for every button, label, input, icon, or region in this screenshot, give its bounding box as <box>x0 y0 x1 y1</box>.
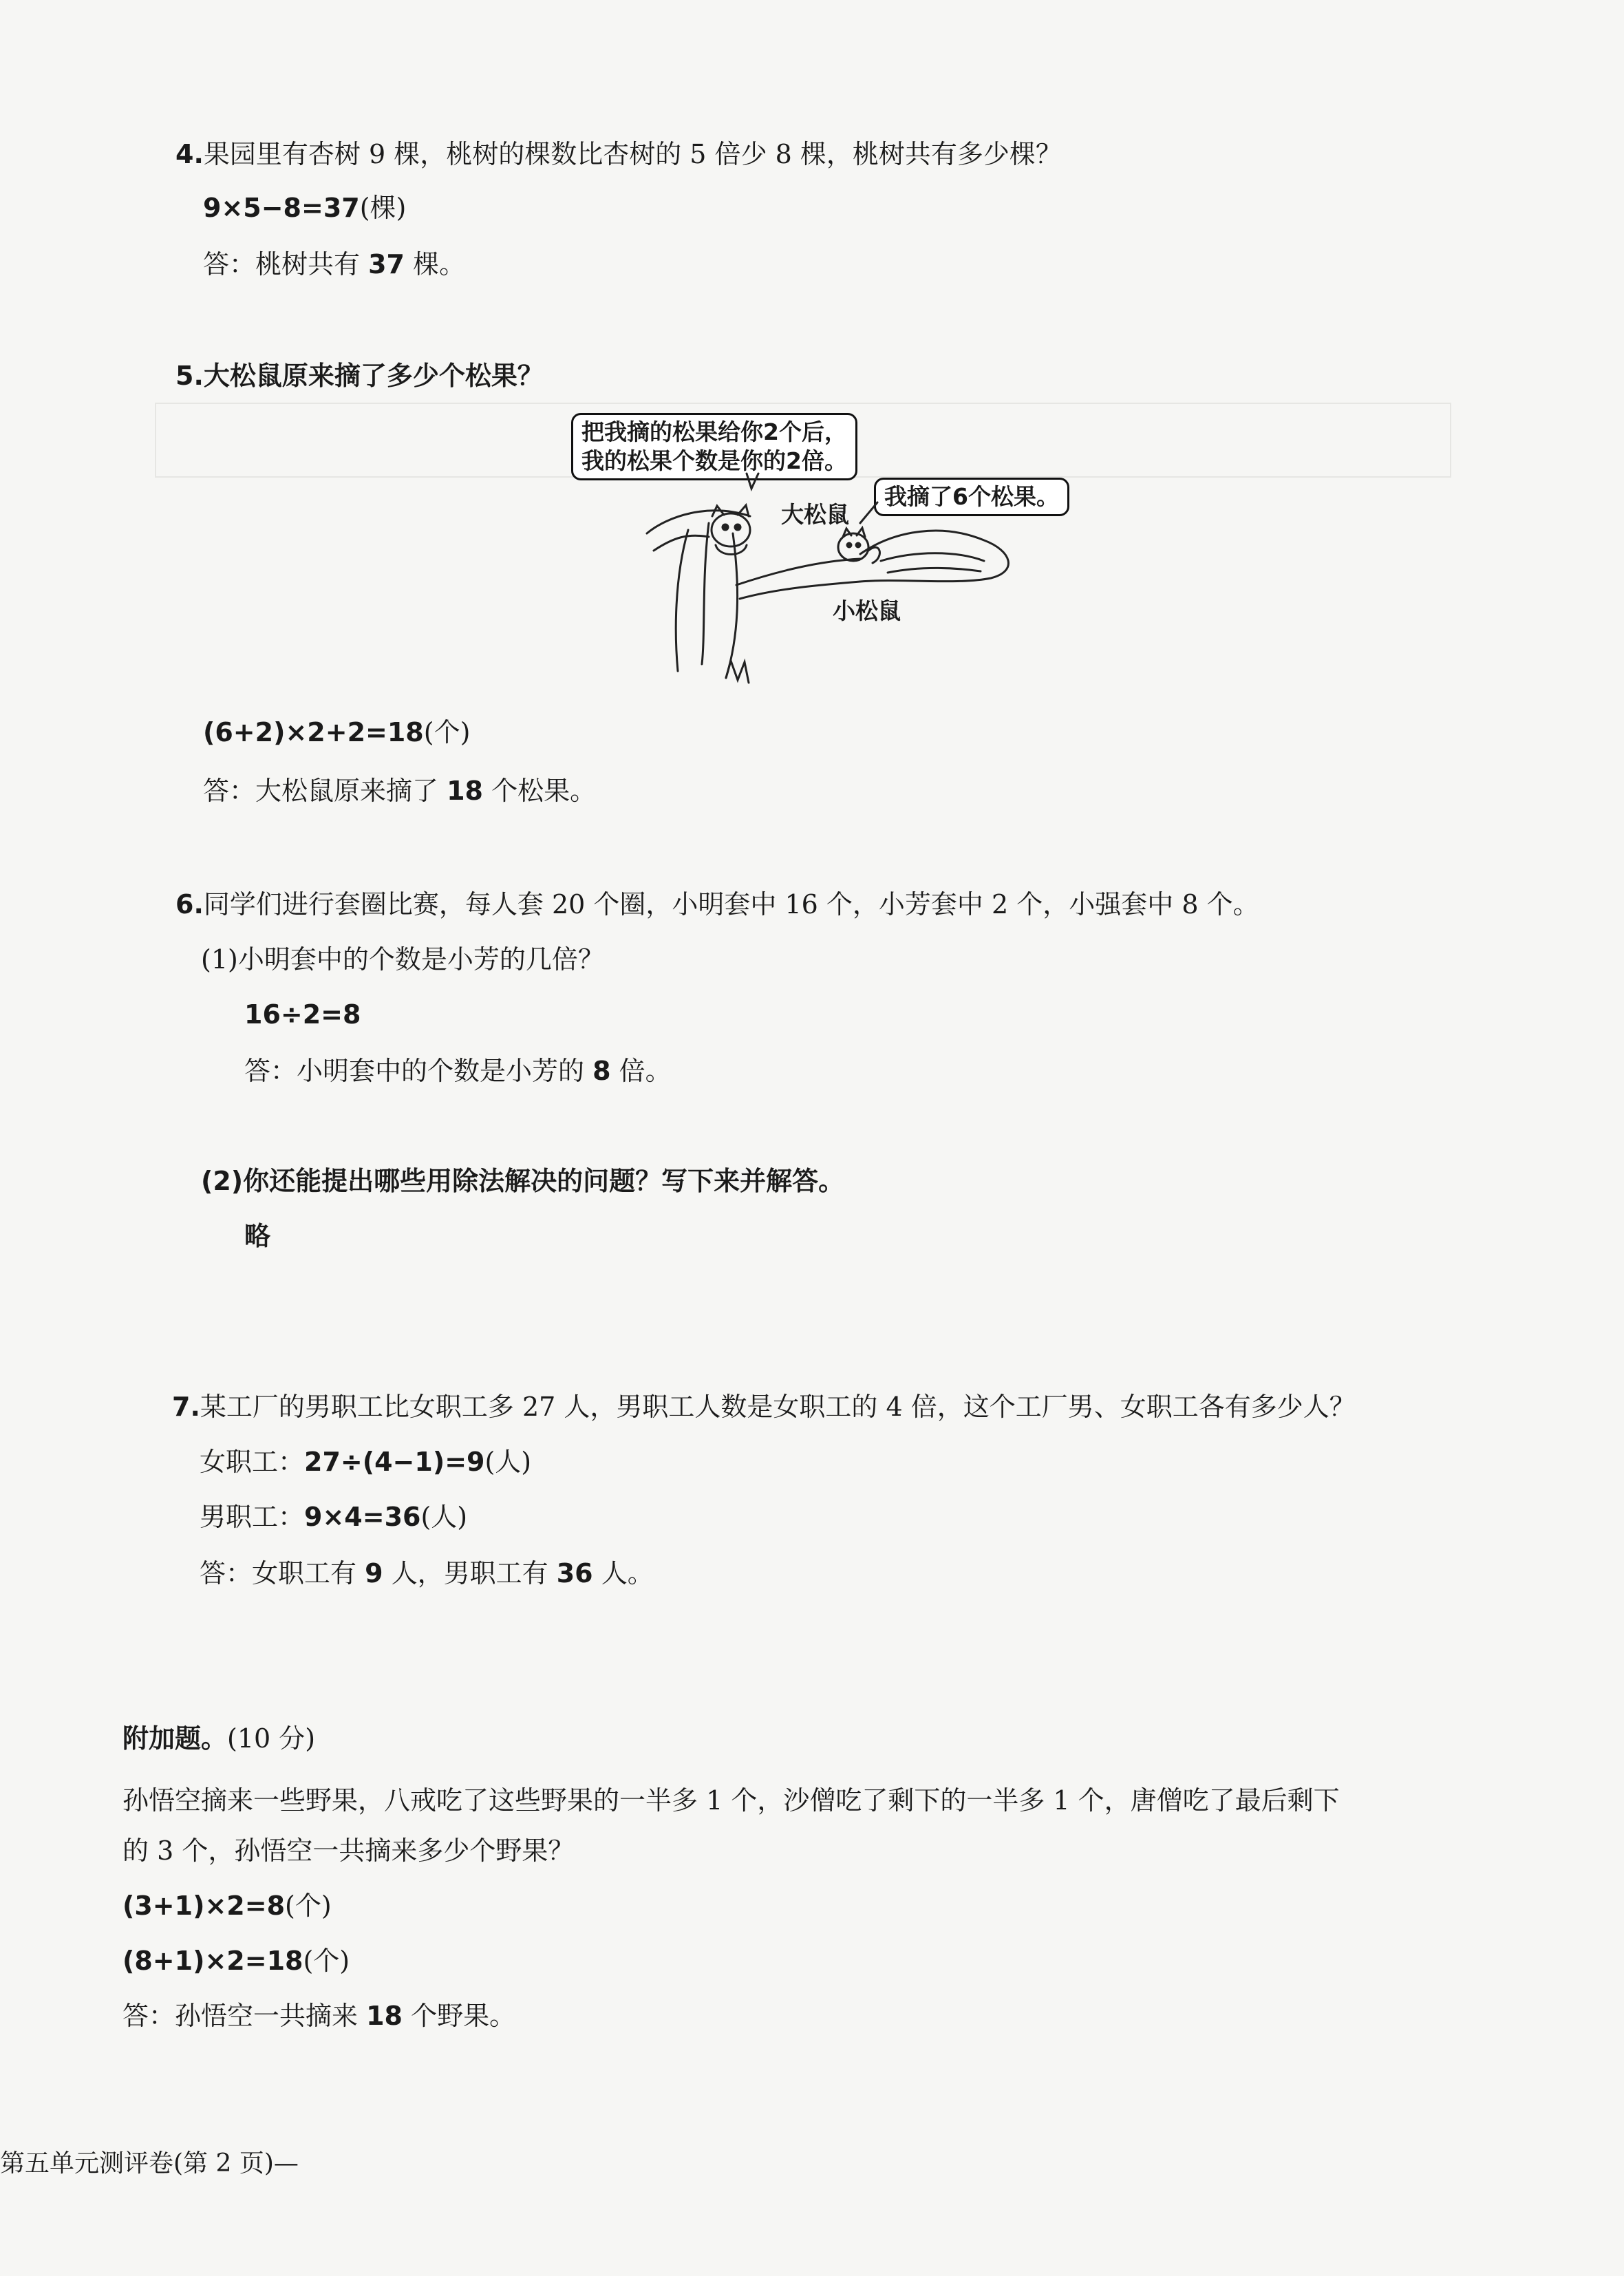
q7-answer: 答：女职工有 9 人，男职工有 36 人。 <box>200 1558 654 1588</box>
question-7: 7.某工厂的男职工比女职工多 27 人，男职工人数是女职工的 4 倍，这个工厂男、女职工各有多少人？ <box>172 1392 1356 1422</box>
q4-answer: 答：桃树共有 37 棵。 <box>203 249 466 279</box>
bonus-heading: 附加题。(10 分) <box>122 1723 316 1754</box>
q5-calculation: (6+2)×2+2=18(个) <box>203 717 471 747</box>
q4-calculation: 9×5−8=37(棵) <box>203 193 407 223</box>
q5-answer: 答：大松鼠原来摘了 18 个松果。 <box>203 776 597 806</box>
q6-sub1-calculation: 16÷2=8 <box>244 999 361 1030</box>
bonus-calculation-2: (8+1)×2=18(个) <box>122 1946 350 1976</box>
q6-sub2-answer: 略 <box>244 1221 271 1251</box>
page-footer: 第五单元测评卷(第 2 页)— <box>0 2149 299 2178</box>
small-squirrel-speech-bubble: 我摘了6个松果。 <box>874 478 1069 516</box>
squirrel-illustration <box>571 413 1094 716</box>
big-squirrel-speech-bubble: 把我摘的松果给你2个后， 我的松果个数是你的2倍。 <box>571 413 857 480</box>
bonus-question-line-1: 孙悟空摘来一些野果，八戒吃了这些野果的一半多 1 个，沙僧吃了剩下的一半多 1 个，唐僧吃了最后剩下 <box>122 1785 1340 1816</box>
q7-female-calculation: 女职工：27÷(4−1)=9(人) <box>200 1447 532 1477</box>
bonus-answer: 答：孙悟空一共摘来 18 个野果。 <box>122 2001 516 2031</box>
q6-sub1-answer: 答：小明套中的个数是小芳的 8 倍。 <box>244 1056 672 1086</box>
question-6: 6.同学们进行套圈比赛，每人套 20 个圈，小明套中 16 个，小芳套中 2 个，小强套中 8 个。 <box>175 889 1259 919</box>
question-5: 5.大松鼠原来摘了多少个松果？ <box>175 361 544 391</box>
question-4: 4.果园里有杏树 9 棵，桃树的棵数比杏树的 5 倍少 8 棵，桃树共有多少棵？ <box>175 139 1062 169</box>
bonus-question-line-2: 的 3 个，孙悟空一共摘来多少个野果？ <box>122 1836 575 1866</box>
small-squirrel-label: 小松鼠 <box>833 597 901 624</box>
tree-and-squirrels-drawing <box>571 413 1094 716</box>
q7-male-calculation: 男职工：9×4=36(人) <box>200 1502 468 1532</box>
big-squirrel-label: 大松鼠 <box>781 501 849 528</box>
q6-sub1-question: (1)小明套中的个数是小芳的几倍？ <box>201 944 604 975</box>
bonus-calculation-1: (3+1)×2=8(个) <box>122 1891 332 1921</box>
q6-sub2-question: (2)你还能提出哪些用除法解决的问题？写下来并解答。 <box>201 1166 845 1196</box>
